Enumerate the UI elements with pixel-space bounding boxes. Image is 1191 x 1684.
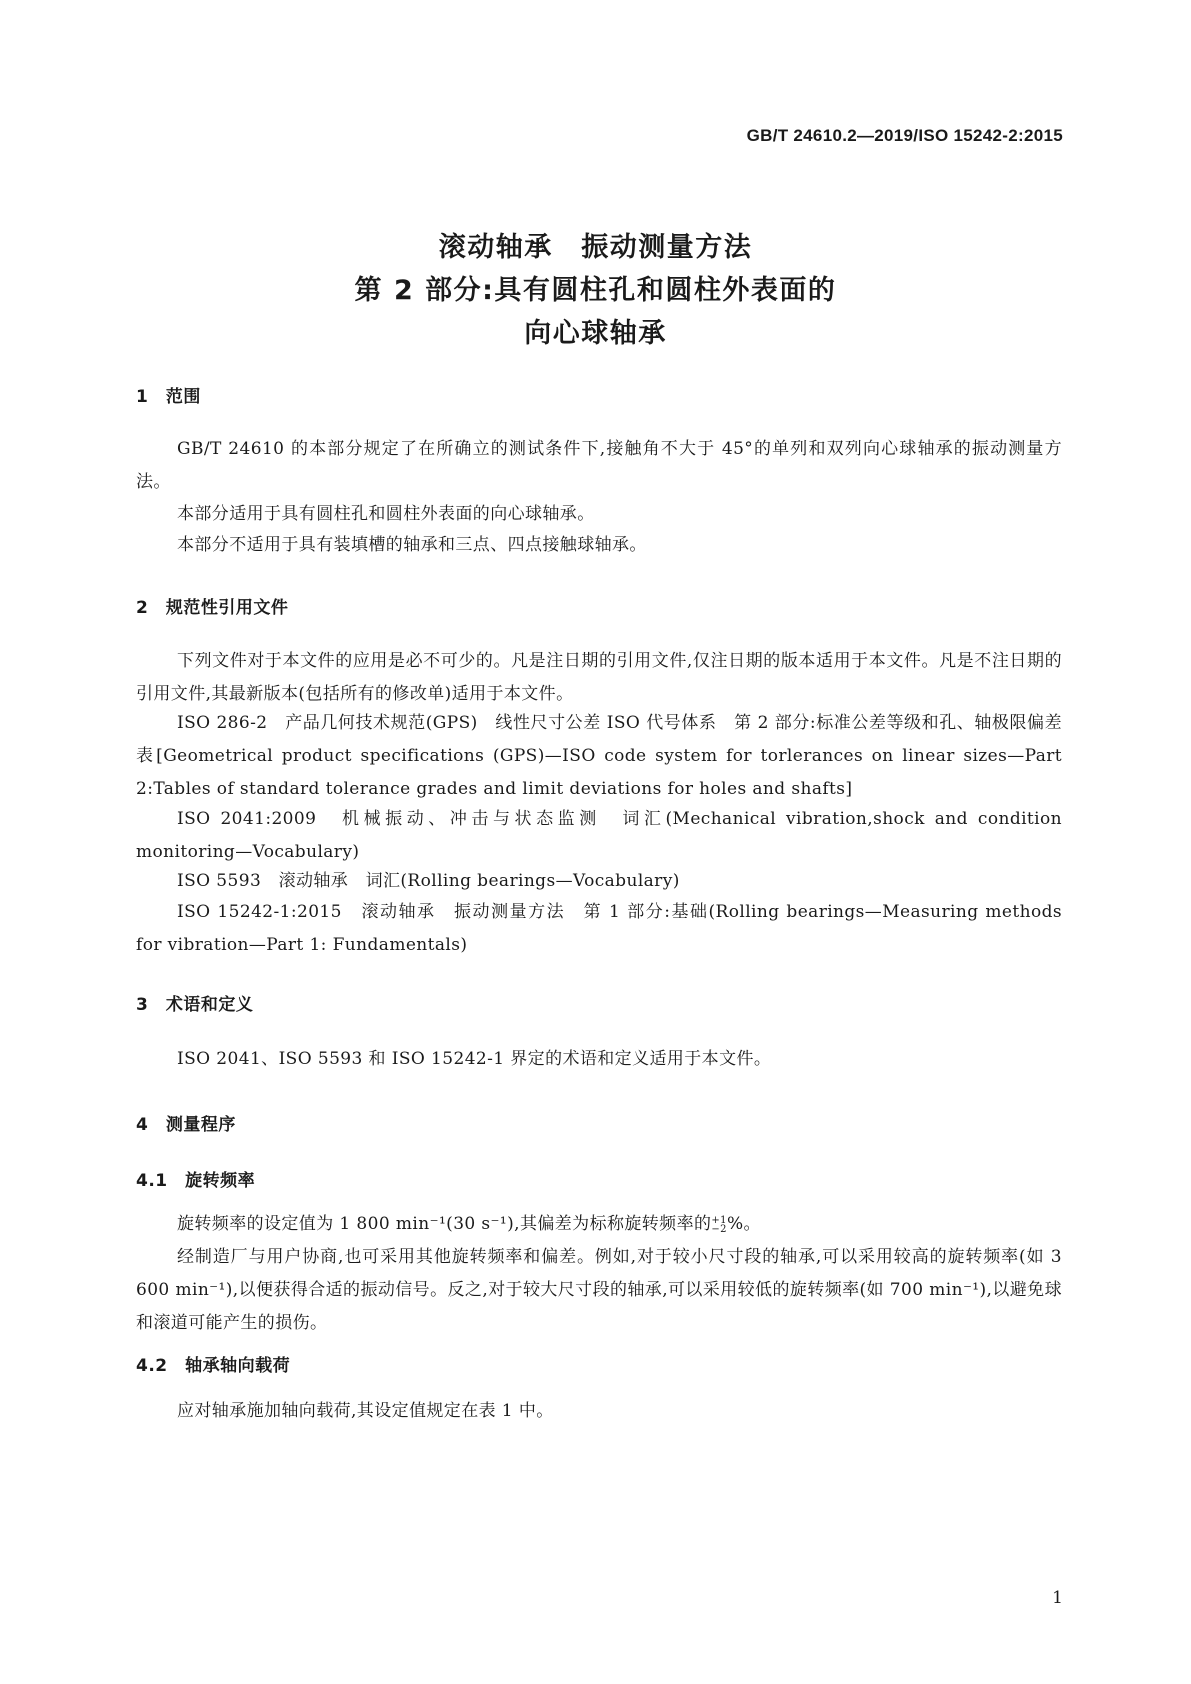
percent-text: %。: [726, 1214, 761, 1234]
section-1-heading: 1 范围: [136, 387, 201, 407]
reference-iso-5593: ISO 5593 滚动轴承 词汇(Rolling bearings—Vocabulary): [177, 871, 680, 891]
tolerance-fraction: [711, 1216, 727, 1234]
section-4-1-heading: 4.1 旋转频率: [136, 1171, 256, 1191]
section-4-2-paragraph-1: 应对轴承施加轴向载荷,其设定值规定在表 1 中。: [177, 1401, 554, 1421]
section-3-heading: 3 术语和定义: [136, 995, 254, 1015]
section-4-heading: 4 测量程序: [136, 1115, 236, 1135]
document-title: [0, 226, 1191, 355]
reference-iso-286-2: ISO 286-2 产品几何技术规范(GPS) 线性尺寸公差 ISO 代号体系 第 2 部分:标准公差等级和孔、轴极限偏差表[Geometrical product specifications (GPS)—ISO code system for torlerances on linear sizes—Part 2:Tables of standard tolerance grades and limit deviations for holes and shafts]: [136, 713, 1062, 799]
title-line-3: 向心球轴承: [524, 318, 667, 349]
standard-number: GB/T 24610.2—2019/ISO 15242-2:2015: [746, 126, 1063, 145]
page-number: 1: [1052, 1588, 1063, 1608]
section-4-1-paragraph-1: [136, 1208, 1062, 1241]
tolerance-upper: +1: [711, 1214, 727, 1226]
section-2-heading: 2 规范性引用文件: [136, 598, 289, 618]
rotation-frequency-text: 旋转频率的设定值为 1 800 min⁻¹(30 s⁻¹),其偏差为标称旋转频率的: [177, 1214, 712, 1234]
title-line-1: 滚动轴承 振动测量方法: [438, 232, 753, 263]
section-1-paragraph-2: 本部分适用于具有圆柱孔和圆柱外表面的向心球轴承。: [177, 504, 595, 524]
section-3-paragraph-1: ISO 2041、ISO 5593 和 ISO 15242-1 界定的术语和定义适用于本文件。: [177, 1049, 772, 1069]
section-1-paragraph-3: 本部分不适用于具有装填槽的轴承和三点、四点接触球轴承。: [177, 535, 647, 555]
reference-iso-15242-1: ISO 15242-1:2015 滚动轴承 振动测量方法 第 1 部分:基础(Rolling bearings—Measuring methods for vibration—Part 1: Fundamentals): [136, 902, 1062, 955]
section-1-paragraph-1: GB/T 24610 的本部分规定了在所确立的测试条件下,接触角不大于 45°的单列和双列向心球轴承的振动测量方法。: [136, 439, 1062, 492]
tolerance-lower: −2: [711, 1223, 727, 1235]
reference-iso-2041: ISO 2041:2009 机械振动、冲击与状态监测 词汇(Mechanical vibration,shock and condition monitoring—Vocabulary): [136, 809, 1062, 862]
title-line-2: 第 2 部分:具有圆柱孔和圆柱外表面的: [354, 275, 837, 306]
section-2-paragraph-1: 下列文件对于本文件的应用是必不可少的。凡是注日期的引用文件,仅注日期的版本适用于本文件。凡是不注日期的引用文件,其最新版本(包括所有的修改单)适用于本文件。: [136, 651, 1062, 704]
section-4-2-heading: 4.2 轴承轴向载荷: [136, 1356, 291, 1376]
section-4-1-paragraph-2: 经制造厂与用户协商,也可采用其他旋转频率和偏差。例如,对于较小尺寸段的轴承,可以采用较高的旋转频率(如 3 600 min⁻¹),以便获得合适的振动信号。反之,对于较大尺寸段的轴承,可以采用较低的旋转频率(如 700 min⁻¹),以避免球和滚道可能产生的损伤。: [136, 1247, 1062, 1333]
